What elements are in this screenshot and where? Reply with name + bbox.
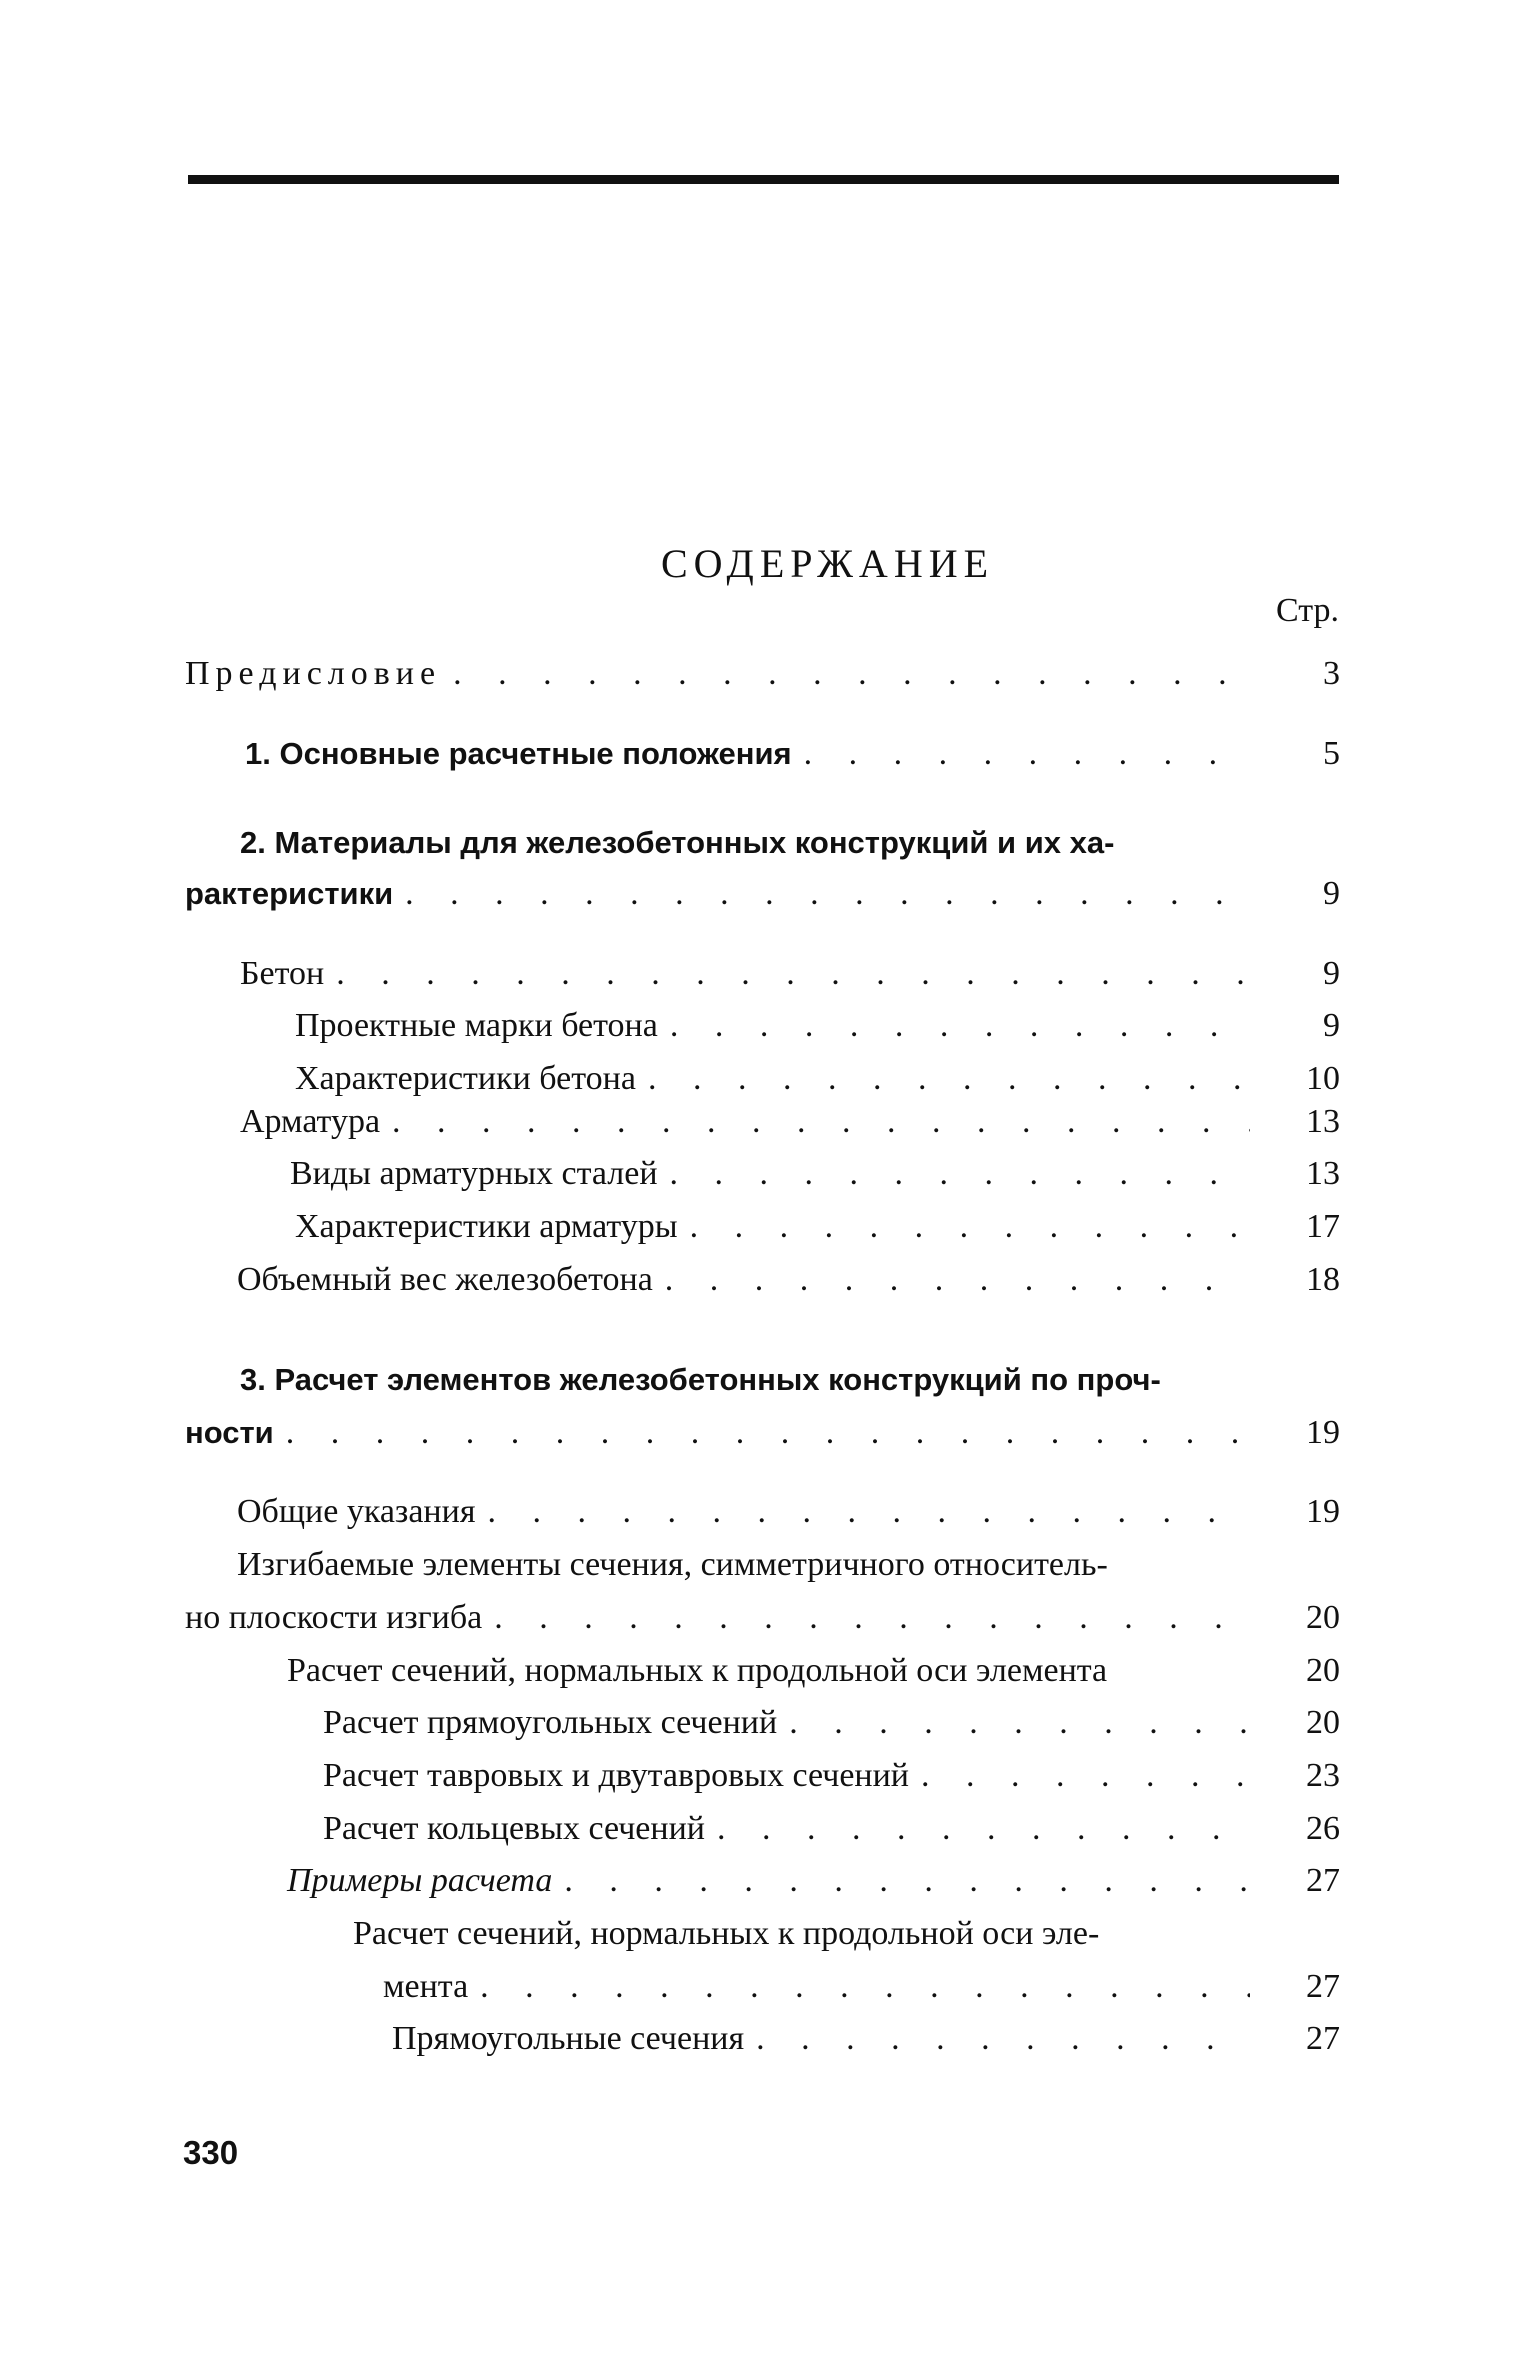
- toc-page-number: 9: [1323, 1007, 1340, 1044]
- dot-leader: [789, 1704, 1250, 1742]
- toc-entry-text: мента: [383, 1968, 469, 2005]
- toc-entry-text: Характеристики арматуры: [295, 1208, 678, 1245]
- toc-entry-text: Расчет кольцевых сечений: [323, 1810, 705, 1847]
- toc-entry-text: Характеристики бетона: [295, 1060, 636, 1097]
- toc-entry-text: Общие указания: [237, 1493, 476, 1530]
- dot-leader: [480, 1968, 1250, 2006]
- dot-leader: [286, 1414, 1250, 1452]
- table-of-contents: [185, 0, 1340, 2363]
- toc-entry-chapter-3-line-1: [185, 1362, 1340, 1410]
- toc-entry-text: 3. Расчет элементов железобетонных конструкций по проч-: [240, 1362, 1161, 1397]
- dot-leader: [921, 1757, 1250, 1795]
- toc-entry-text: Проектные марки бетона: [295, 1007, 658, 1044]
- toc-entry-text: Изгибаемые элементы сечения, симметричного относитель-: [237, 1546, 1108, 1583]
- page-title: СОДЕРЖАНИЕ: [660, 541, 995, 586]
- toc-page-number: 10: [1306, 1060, 1340, 1097]
- toc-entry-example-normal-line-1: [185, 1915, 1340, 1963]
- toc-entry-tee-sections: [185, 1757, 1340, 1805]
- toc-entry-text: Арматура: [240, 1103, 381, 1140]
- toc-page-number: 20: [1306, 1652, 1340, 1689]
- toc-entry-concrete: [185, 955, 1340, 1003]
- toc-entry-text: Прямоугольные сечения: [392, 2020, 745, 2057]
- toc-page-number: 13: [1306, 1103, 1340, 1140]
- toc-entry-chapter-1: [185, 735, 1340, 783]
- toc-entry-rebar-properties: [185, 1208, 1340, 1256]
- toc-entry-preface: [185, 655, 1340, 703]
- dot-leader: [804, 735, 1250, 773]
- dot-leader: [564, 1862, 1250, 1900]
- dot-leader: [392, 1103, 1250, 1141]
- toc-entry-text: рактеристики: [185, 876, 394, 911]
- toc-page-number: 18: [1306, 1261, 1340, 1298]
- toc-page-number: 17: [1306, 1208, 1340, 1245]
- dot-leader: [670, 1007, 1250, 1045]
- dot-leader: [494, 1599, 1250, 1637]
- toc-entry-text: Примеры расчета: [287, 1862, 553, 1899]
- toc-entry-bending-line-2: [185, 1599, 1340, 1647]
- toc-page-number: 19: [1306, 1493, 1340, 1530]
- toc-entry-chapter-2-line-1: [185, 825, 1340, 873]
- toc-entry-text: Расчет прямоугольных сечений: [323, 1704, 778, 1741]
- toc-entry-ring-sections: [185, 1810, 1340, 1858]
- toc-page-number: 27: [1306, 1862, 1340, 1899]
- dot-leader: [670, 1155, 1250, 1193]
- toc-entry-unit-weight: [185, 1261, 1340, 1309]
- dot-leader: [648, 1060, 1250, 1098]
- toc-entry-normal-sections: [185, 1652, 1340, 1700]
- toc-entry-text: Бетон: [240, 955, 325, 992]
- toc-page-number: 20: [1306, 1599, 1340, 1636]
- dot-leader: [453, 655, 1250, 693]
- dot-leader: [665, 1261, 1250, 1299]
- toc-entry-text: 2. Материалы для железобетонных конструкций и их ха-: [240, 825, 1115, 860]
- page-column-header: Стр.: [1275, 592, 1339, 629]
- toc-entry-example-rect: [185, 2020, 1340, 2068]
- toc-page-number: 27: [1306, 1968, 1340, 2005]
- toc-entry-text: но плоскости изгиба: [185, 1599, 483, 1636]
- page-number: 330: [183, 2134, 239, 2171]
- toc-page-number: 19: [1306, 1414, 1340, 1451]
- toc-entry-rebar-types: [185, 1155, 1340, 1203]
- toc-entry-text: Виды арматурных сталей: [290, 1155, 658, 1192]
- toc-entry-text: Предисловие: [185, 655, 442, 692]
- toc-page-number: 26: [1306, 1810, 1340, 1847]
- toc-entry-bending-line-1: [185, 1546, 1340, 1594]
- toc-entry-text: ности: [185, 1415, 274, 1450]
- toc-entry-rect-sections: [185, 1704, 1340, 1752]
- toc-page-number: 13: [1306, 1155, 1340, 1192]
- toc-entry-chapter-3-line-2: [185, 1414, 1340, 1462]
- toc-entry-examples: [185, 1862, 1340, 1910]
- toc-entry-example-normal-line-2: [185, 1968, 1340, 2016]
- dot-leader: [756, 2020, 1250, 2058]
- toc-page-number: 23: [1306, 1757, 1340, 1794]
- dot-leader: [487, 1493, 1250, 1531]
- toc-page-number: 5: [1323, 735, 1340, 772]
- toc-entry-text: Расчет сечений, нормальных к продольной оси эле-: [353, 1915, 1100, 1952]
- toc-entry-general: [185, 1493, 1340, 1541]
- toc-entry-concrete-grades: [185, 1007, 1340, 1055]
- toc-entry-text: Расчет тавровых и двутавровых сечений: [323, 1757, 910, 1794]
- toc-page-number: 3: [1323, 655, 1340, 692]
- toc-entry-text: 1. Основные расчетные положения: [245, 736, 792, 771]
- toc-entry-rebar: [185, 1103, 1340, 1151]
- toc-page-number: 20: [1306, 1704, 1340, 1741]
- toc-page-number: 9: [1323, 875, 1340, 912]
- toc-entry-text: Объемный вес железобетона: [237, 1261, 653, 1298]
- toc-page-number: 9: [1323, 955, 1340, 992]
- toc-page-number: 27: [1306, 2020, 1340, 2057]
- dot-leader: [690, 1208, 1250, 1246]
- dot-leader: [717, 1810, 1250, 1848]
- toc-entry-chapter-2-line-2: [185, 875, 1340, 923]
- dot-leader: [405, 875, 1250, 913]
- dot-leader: [336, 955, 1250, 993]
- toc-entry-text: Расчет сечений, нормальных к продольной оси элемента: [287, 1652, 1108, 1689]
- toc-entry-concrete-properties: [185, 1060, 1340, 1108]
